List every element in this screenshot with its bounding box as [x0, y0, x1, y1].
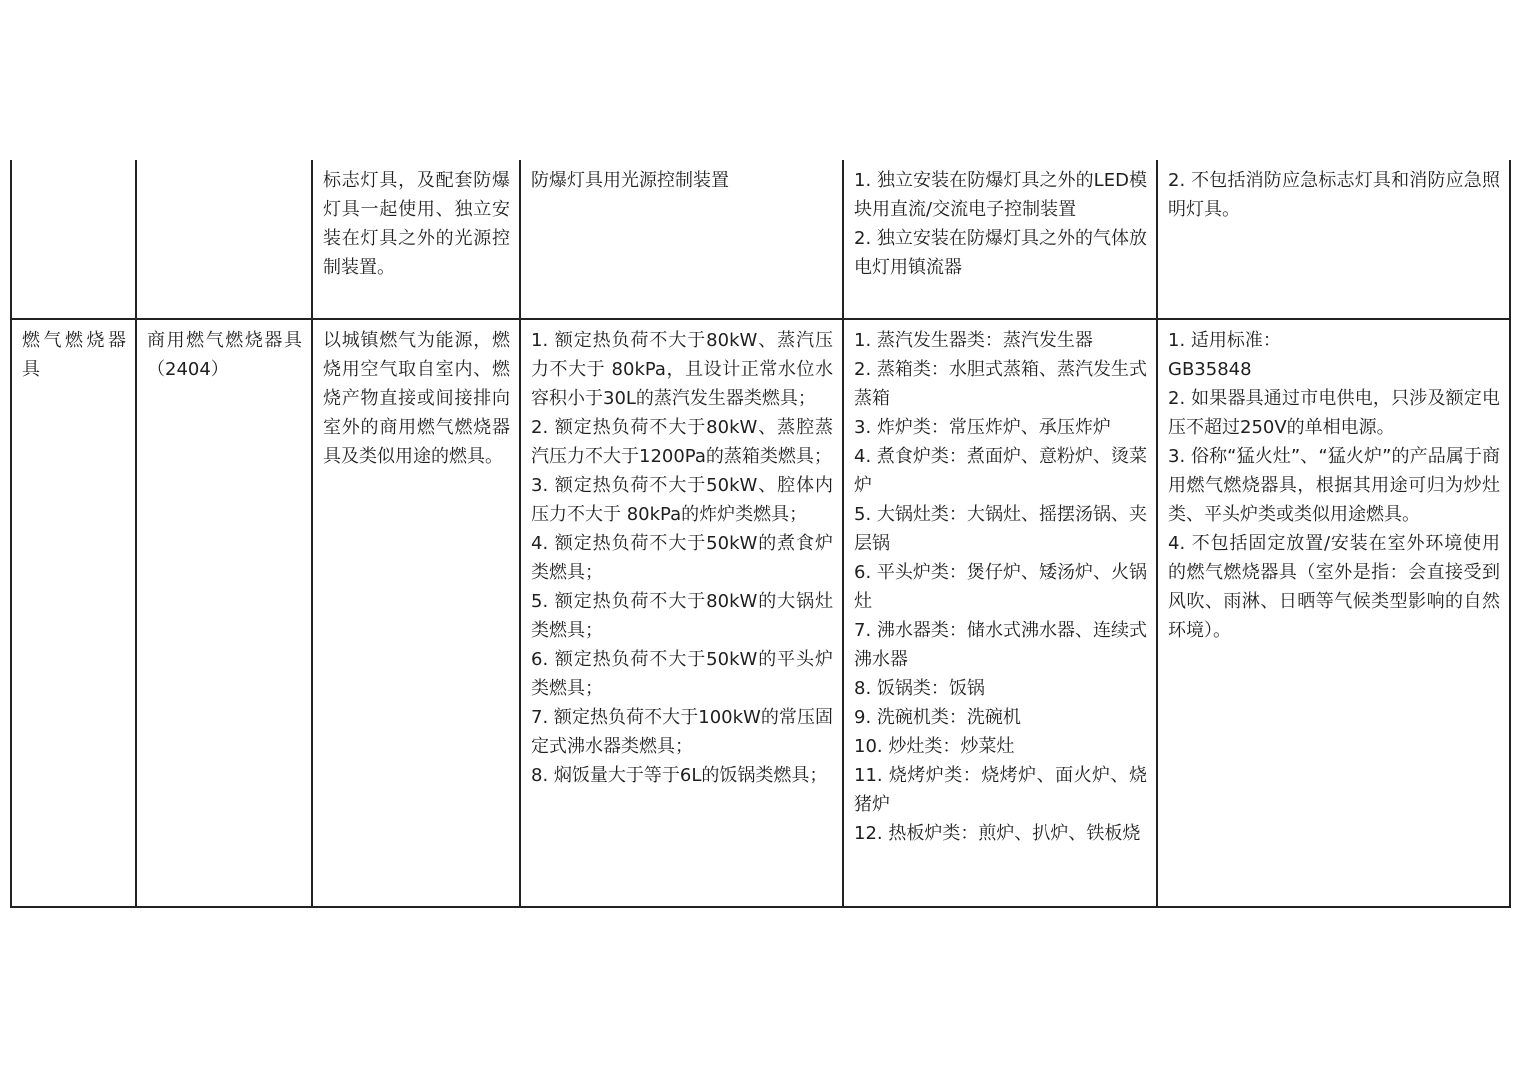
notes-cell [1157, 160, 1510, 319]
example-line: 9. 洗碗机类：洗碗机 [854, 707, 1021, 728]
scope-line: 1. 额定热负荷不大于80kW、蒸汽压力不大于 80kPa，且设计正常水位水容积小于30L的蒸汽发生器类燃具； [531, 330, 833, 409]
definition-cell: 标志灯具，及配套防爆灯具一起使用、独立安装在灯具之外的光源控制装置。 [312, 160, 520, 319]
example-line: 5. 大锅灶类：大锅灶、摇摆汤锅、夹层锅 [854, 504, 1147, 554]
scope-line: 3. 额定热负荷不大于50kW、腔体内压力不大于 80kPa的炸炉类燃具； [531, 475, 833, 525]
example-line: 4. 煮食炉类：煮面炉、意粉炉、烫菜炉 [854, 446, 1147, 496]
note-line: 2. 如果器具通过市电供电，只涉及额定电压不超过250V的单相电源。 [1168, 388, 1500, 438]
note-line: 1. 适用标准： [1168, 330, 1281, 351]
product-cell: 商用燃气燃烧器具（2404） [136, 319, 312, 907]
example-line: 2. 蒸箱类：水胆式蒸箱、蒸汽发生式蒸箱 [854, 359, 1147, 409]
example-line: 11. 烧烤炉类：烧烤炉、面火炉、烧猪炉 [854, 765, 1147, 815]
example-line: 2. 独立安装在防爆灯具之外的气体放电灯用镇流器 [854, 228, 1147, 278]
scope-line: 8. 焖饭量大于等于6L的饭锅类燃具； [531, 765, 828, 786]
scope-line: 6. 额定热负荷不大于50kW的平头炉类燃具； [531, 649, 833, 699]
examples-cell [843, 319, 1157, 907]
example-line: 1. 独立安装在防爆灯具之外的LED模块用直流/交流电子控制装置 [854, 170, 1147, 220]
table-row [11, 160, 1510, 319]
example-line: 12. 热板炉类：煎炉、扒炉、铁板烧 [854, 823, 1141, 844]
example-line: 7. 沸水器类：储水式沸水器、连续式沸水器 [854, 620, 1147, 670]
table-row [11, 319, 1510, 907]
product-cell [136, 160, 312, 319]
notes-cell [1157, 319, 1510, 907]
note-line: GB35848 [1168, 359, 1252, 380]
example-line: 6. 平头炉类：煲仔炉、矮汤炉、火锅灶 [854, 562, 1147, 612]
example-line: 3. 炸炉类：常压炸炉、承压炸炉 [854, 417, 1111, 438]
examples-cell [843, 160, 1157, 319]
example-line: 1. 蒸汽发生器类：蒸汽发生器 [854, 330, 1093, 351]
category-cell: 燃气燃烧器具 [11, 319, 136, 907]
definition-cell: 以城镇燃气为能源，燃烧用空气取自室内、燃烧产物直接或间接排向室外的商用燃气燃烧器具及类似用途的燃具。 [312, 319, 520, 907]
product-catalog-table [10, 160, 1511, 908]
category-cell [11, 160, 136, 319]
scope-line: 4. 额定热负荷不大于50kW的煮食炉类燃具； [531, 533, 833, 583]
note-line: 2. 不包括消防应急标志灯具和消防应急照明灯具。 [1168, 170, 1500, 220]
note-line: 4. 不包括固定放置/安装在室外环境使用的燃气燃烧器具（室外是指：会直接受到风吹、雨淋、日晒等气候类型影响的自然环境）。 [1168, 533, 1500, 641]
scope-line: 5. 额定热负荷不大于80kW的大锅灶类燃具； [531, 591, 833, 641]
scope-line: 7. 额定热负荷不大于100kW的常压固定式沸水器类燃具； [531, 707, 833, 757]
note-line: 3. 俗称“猛火灶”、“猛火炉”的产品属于商用燃气燃烧器具，根据其用途可归为炒灶类、平头炉类或类似用途燃具。 [1168, 446, 1500, 525]
scope-cell [520, 160, 843, 319]
example-line: 10. 炒灶类：炒菜灶 [854, 736, 1015, 757]
scope-line: 2. 额定热负荷不大于80kW、蒸腔蒸汽压力不大于1200Pa的蒸箱类燃具； [531, 417, 833, 467]
scope-line: 防爆灯具用光源控制装置 [531, 170, 729, 191]
scope-cell [520, 319, 843, 907]
example-line: 8. 饭锅类：饭锅 [854, 678, 985, 699]
